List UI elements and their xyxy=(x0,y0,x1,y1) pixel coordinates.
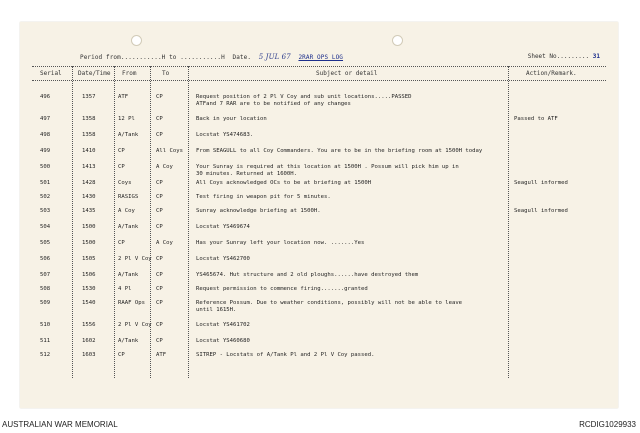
punch-hole xyxy=(392,35,403,46)
serial-cell: 502 xyxy=(40,194,51,200)
to-cell: CP xyxy=(156,132,163,138)
subject-cell: All Coys acknowledged OCs to be at briefing at 1500H xyxy=(196,180,372,186)
from-cell: 12 Pl xyxy=(118,116,135,122)
time-cell: 1540 xyxy=(82,300,96,306)
col-subject: Subject or detail xyxy=(316,70,378,77)
table-row xyxy=(20,352,618,372)
time-cell: 1358 xyxy=(82,132,96,138)
to-cell: CP xyxy=(156,300,163,306)
col-serial: Serial xyxy=(40,70,62,77)
subject-cell: Locstat YS462700 xyxy=(196,256,250,262)
subject-cell: Reference Possum. Due to weather conditions, possibly will not be able to leave until 1615H. xyxy=(196,300,463,313)
from-cell: RAAF Ops xyxy=(118,300,145,306)
table-row xyxy=(20,94,618,114)
to-cell: ATF xyxy=(156,352,167,358)
time-cell: 1430 xyxy=(82,194,96,200)
action-cell: Seagull informed xyxy=(514,208,568,214)
col-to: To xyxy=(162,70,170,77)
subject-cell: Has your Sunray left your location now. .......Yes xyxy=(196,240,365,246)
footer-right: RCDIG1029933 xyxy=(579,420,636,429)
serial-cell: 496 xyxy=(40,94,51,100)
punch-hole xyxy=(131,35,142,46)
subject-cell: Request permission to commence firing.......granted xyxy=(196,286,368,292)
time-cell: 1500 xyxy=(82,240,96,246)
to-cell: CP xyxy=(156,94,163,100)
subject-cell: Locstat YS461702 xyxy=(196,322,250,328)
from-cell: A/Tank xyxy=(118,338,139,344)
header-rule xyxy=(32,66,606,67)
serial-cell: 507 xyxy=(40,272,51,278)
subject-cell: Sunray acknowledge briefing at 1500H. xyxy=(196,208,321,214)
date-label: Date. xyxy=(232,54,252,61)
to-cell: CP xyxy=(156,286,163,292)
sheet-number-field xyxy=(528,53,600,60)
serial-cell: 497 xyxy=(40,116,51,122)
action-cell: Passed to ATF xyxy=(514,116,558,122)
date-value: 5 JUL 67 xyxy=(258,53,291,61)
to-cell: CP xyxy=(156,208,163,214)
log-sheet xyxy=(20,22,618,408)
to-cell: CP xyxy=(156,180,163,186)
serial-cell: 501 xyxy=(40,180,51,186)
period-field: Period from...........H to ...........H xyxy=(80,54,225,61)
serial-cell: 499 xyxy=(40,148,51,154)
time-cell: 1435 xyxy=(82,208,96,214)
serial-cell: 508 xyxy=(40,286,51,292)
serial-cell: 512 xyxy=(40,352,51,358)
to-cell: CP xyxy=(156,322,163,328)
serial-cell: 500 xyxy=(40,164,51,170)
time-cell: 1506 xyxy=(82,272,96,278)
sheet-label: Sheet No......... xyxy=(527,53,590,60)
to-cell: CP xyxy=(156,338,163,344)
from-cell: Coys xyxy=(118,180,132,186)
to-cell: CP xyxy=(156,224,163,230)
col-datetime: Date/Time xyxy=(78,70,111,77)
from-cell: CP xyxy=(118,148,125,154)
time-cell: 1556 xyxy=(82,322,96,328)
serial-cell: 498 xyxy=(40,132,51,138)
time-cell: 1530 xyxy=(82,286,96,292)
from-cell: CP xyxy=(118,352,125,358)
subject-cell: Locstat YS474683. xyxy=(196,132,254,138)
serial-cell: 510 xyxy=(40,322,51,328)
subject-cell: Locstat YS460680 xyxy=(196,338,250,344)
time-cell: 1602 xyxy=(82,338,96,344)
header-rule xyxy=(32,80,606,81)
table-row xyxy=(20,300,618,320)
serial-cell: 511 xyxy=(40,338,51,344)
log-title: 2RAR OPS LOG xyxy=(298,54,344,61)
from-cell: 4 Pl xyxy=(118,286,132,292)
serial-cell: 503 xyxy=(40,208,51,214)
footer-left: AUSTRALIAN WAR MEMORIAL xyxy=(2,420,118,429)
from-cell: 2 Pl V Coy xyxy=(118,256,152,262)
to-cell: CP xyxy=(156,256,163,262)
subject-cell: SITREP - Locstats of A/Tank Pl and 2 Pl V Coy passed. xyxy=(196,352,375,358)
serial-cell: 506 xyxy=(40,256,51,262)
from-cell: CP xyxy=(118,240,125,246)
to-cell: A Coy xyxy=(156,240,173,246)
from-cell: A/Tank xyxy=(118,132,139,138)
time-cell: 1603 xyxy=(82,352,96,358)
serial-cell: 509 xyxy=(40,300,51,306)
to-cell: CP xyxy=(156,194,163,200)
serial-cell: 504 xyxy=(40,224,51,230)
time-cell: 1428 xyxy=(82,180,96,186)
time-cell: 1358 xyxy=(82,116,96,122)
from-cell: RASIGS xyxy=(118,194,139,200)
col-from: From xyxy=(122,70,137,77)
time-cell: 1505 xyxy=(82,256,96,262)
from-cell: 2 Pl V Coy xyxy=(118,322,152,328)
to-cell: A Coy xyxy=(156,164,173,170)
subject-cell: Your Sunray is required at this location at 1500H . Possum will pick him up in 30 minutes. Returned at 1600H. xyxy=(196,164,459,177)
subject-cell: Back in your location xyxy=(196,116,267,122)
from-cell: A/Tank xyxy=(118,272,139,278)
subject-cell: From SEAGULL to all Coy Commanders. You are to be in the briefing room at 1500H today xyxy=(196,148,483,154)
subject-cell: Request position of 2 Pl V Coy and sub unit locations.....PASSED ATFand 7 RAR are to be notified of any changes xyxy=(196,94,412,107)
time-cell: 1500 xyxy=(82,224,96,230)
time-cell: 1357 xyxy=(82,94,96,100)
to-cell: CP xyxy=(156,272,163,278)
time-cell: 1410 xyxy=(82,148,96,154)
sheet-number: 31 xyxy=(592,53,600,60)
from-cell: CP xyxy=(118,164,125,170)
subject-cell: YS465674. Hut structure and 2 old ploughs......have destroyed them xyxy=(196,272,419,278)
action-cell: Seagull informed xyxy=(514,180,568,186)
to-cell: All Coys xyxy=(156,148,183,154)
time-cell: 1413 xyxy=(82,164,96,170)
subject-cell: Test firing in weapon pit for 5 minutes. xyxy=(196,194,331,200)
from-cell: A/Tank xyxy=(118,224,139,230)
from-cell: A Coy xyxy=(118,208,135,214)
sheet-header xyxy=(80,53,347,61)
subject-cell: Locstat YS469674 xyxy=(196,224,250,230)
serial-cell: 505 xyxy=(40,240,51,246)
col-action: Action/Remark. xyxy=(526,70,577,77)
to-cell: CP xyxy=(156,116,163,122)
from-cell: ATF xyxy=(118,94,129,100)
